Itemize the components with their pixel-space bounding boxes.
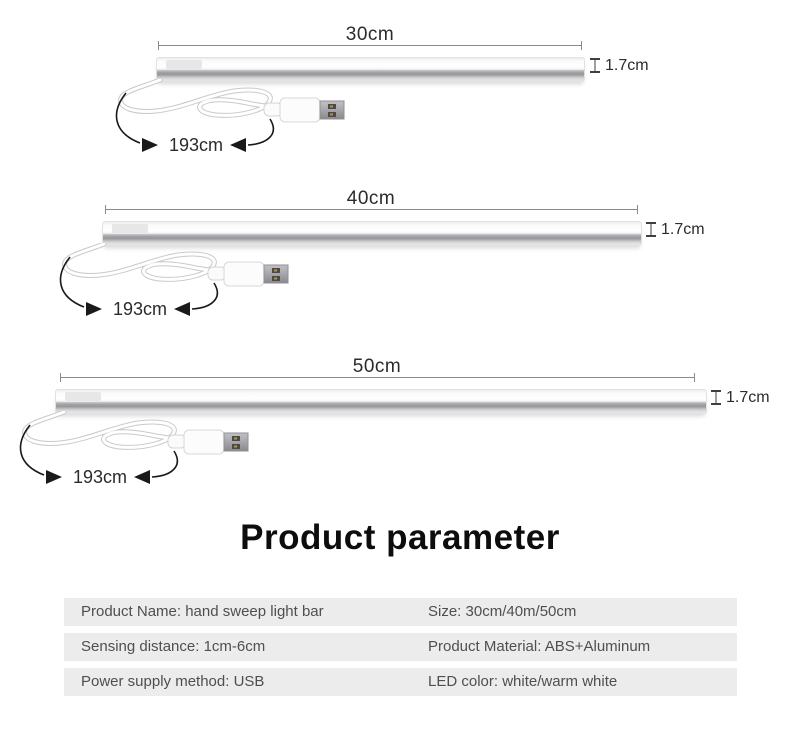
height-bracket (646, 222, 656, 237)
height-label: 1.7cm (726, 389, 770, 406)
width-dimension-line (158, 45, 582, 46)
param-sensing-distance: Sensing distance: 1cm-6cm (81, 638, 266, 655)
usb-cable (121, 80, 282, 115)
param-product-name: Product Name: hand sweep light bar (81, 603, 324, 620)
width-label: 50cm (352, 356, 402, 377)
hand-sweep-sensor-window (65, 392, 101, 401)
usb-pin-contact (330, 114, 333, 116)
height-label: 1.7cm (605, 57, 649, 74)
cable-assembly (16, 411, 256, 511)
cable-length-label: 193cm (168, 135, 224, 155)
arrowhead-left-icon (230, 138, 246, 152)
cable-length-arrow-left (61, 257, 84, 307)
usb-pin-contact (234, 438, 237, 440)
hand-sweep-sensor-window (112, 224, 148, 233)
usb-pin-contact (274, 270, 277, 272)
page-title: Product parameter (240, 518, 560, 557)
cable-length-arrow-right (192, 283, 217, 309)
cable-assembly (112, 79, 352, 179)
height-label: 1.7cm (661, 221, 705, 238)
usb-cable (25, 412, 186, 447)
cable-length-arrow-left (117, 93, 140, 143)
arrowhead-right-icon (46, 470, 62, 484)
usb-connector-body (224, 262, 264, 286)
cable-length-label: 193cm (72, 467, 128, 487)
param-power-supply: Power supply method: USB (81, 673, 265, 690)
cable-length-arrow-right (152, 451, 177, 477)
usb-cable (65, 244, 226, 279)
table-row (64, 668, 737, 696)
usb-pin-contact (234, 446, 237, 448)
cable-length-label: 193cm (112, 299, 168, 319)
usb-pin-contact (274, 278, 277, 280)
width-label: 40cm (346, 188, 396, 209)
width-dimension-line (105, 209, 638, 210)
table-row (64, 598, 737, 626)
cable-strain-relief (208, 267, 226, 280)
usb-connector-body (184, 430, 224, 454)
height-bracket (711, 390, 721, 405)
cable-length-arrow-right (248, 119, 273, 145)
param-material: Product Material: ABS+Aluminum (428, 638, 651, 655)
arrowhead-left-icon (174, 302, 190, 316)
arrowhead-left-icon (134, 470, 150, 484)
width-dimension-line (60, 377, 695, 378)
param-led-color: LED color: white/warm white (428, 673, 618, 690)
usb-connector-body (280, 98, 320, 122)
cable-assembly (56, 243, 296, 343)
parameters-table (64, 598, 737, 703)
height-bracket (590, 58, 600, 73)
table-row (64, 633, 737, 661)
arrowhead-right-icon (142, 138, 158, 152)
arrowhead-right-icon (86, 302, 102, 316)
width-label: 30cm (345, 24, 395, 45)
cable-length-arrow-left (21, 425, 44, 475)
hand-sweep-sensor-window (166, 60, 202, 69)
usb-pin-contact (330, 106, 333, 108)
cable-strain-relief (168, 435, 186, 448)
param-size: Size: 30cm/40m/50cm (428, 603, 577, 620)
cable-strain-relief (264, 103, 282, 116)
